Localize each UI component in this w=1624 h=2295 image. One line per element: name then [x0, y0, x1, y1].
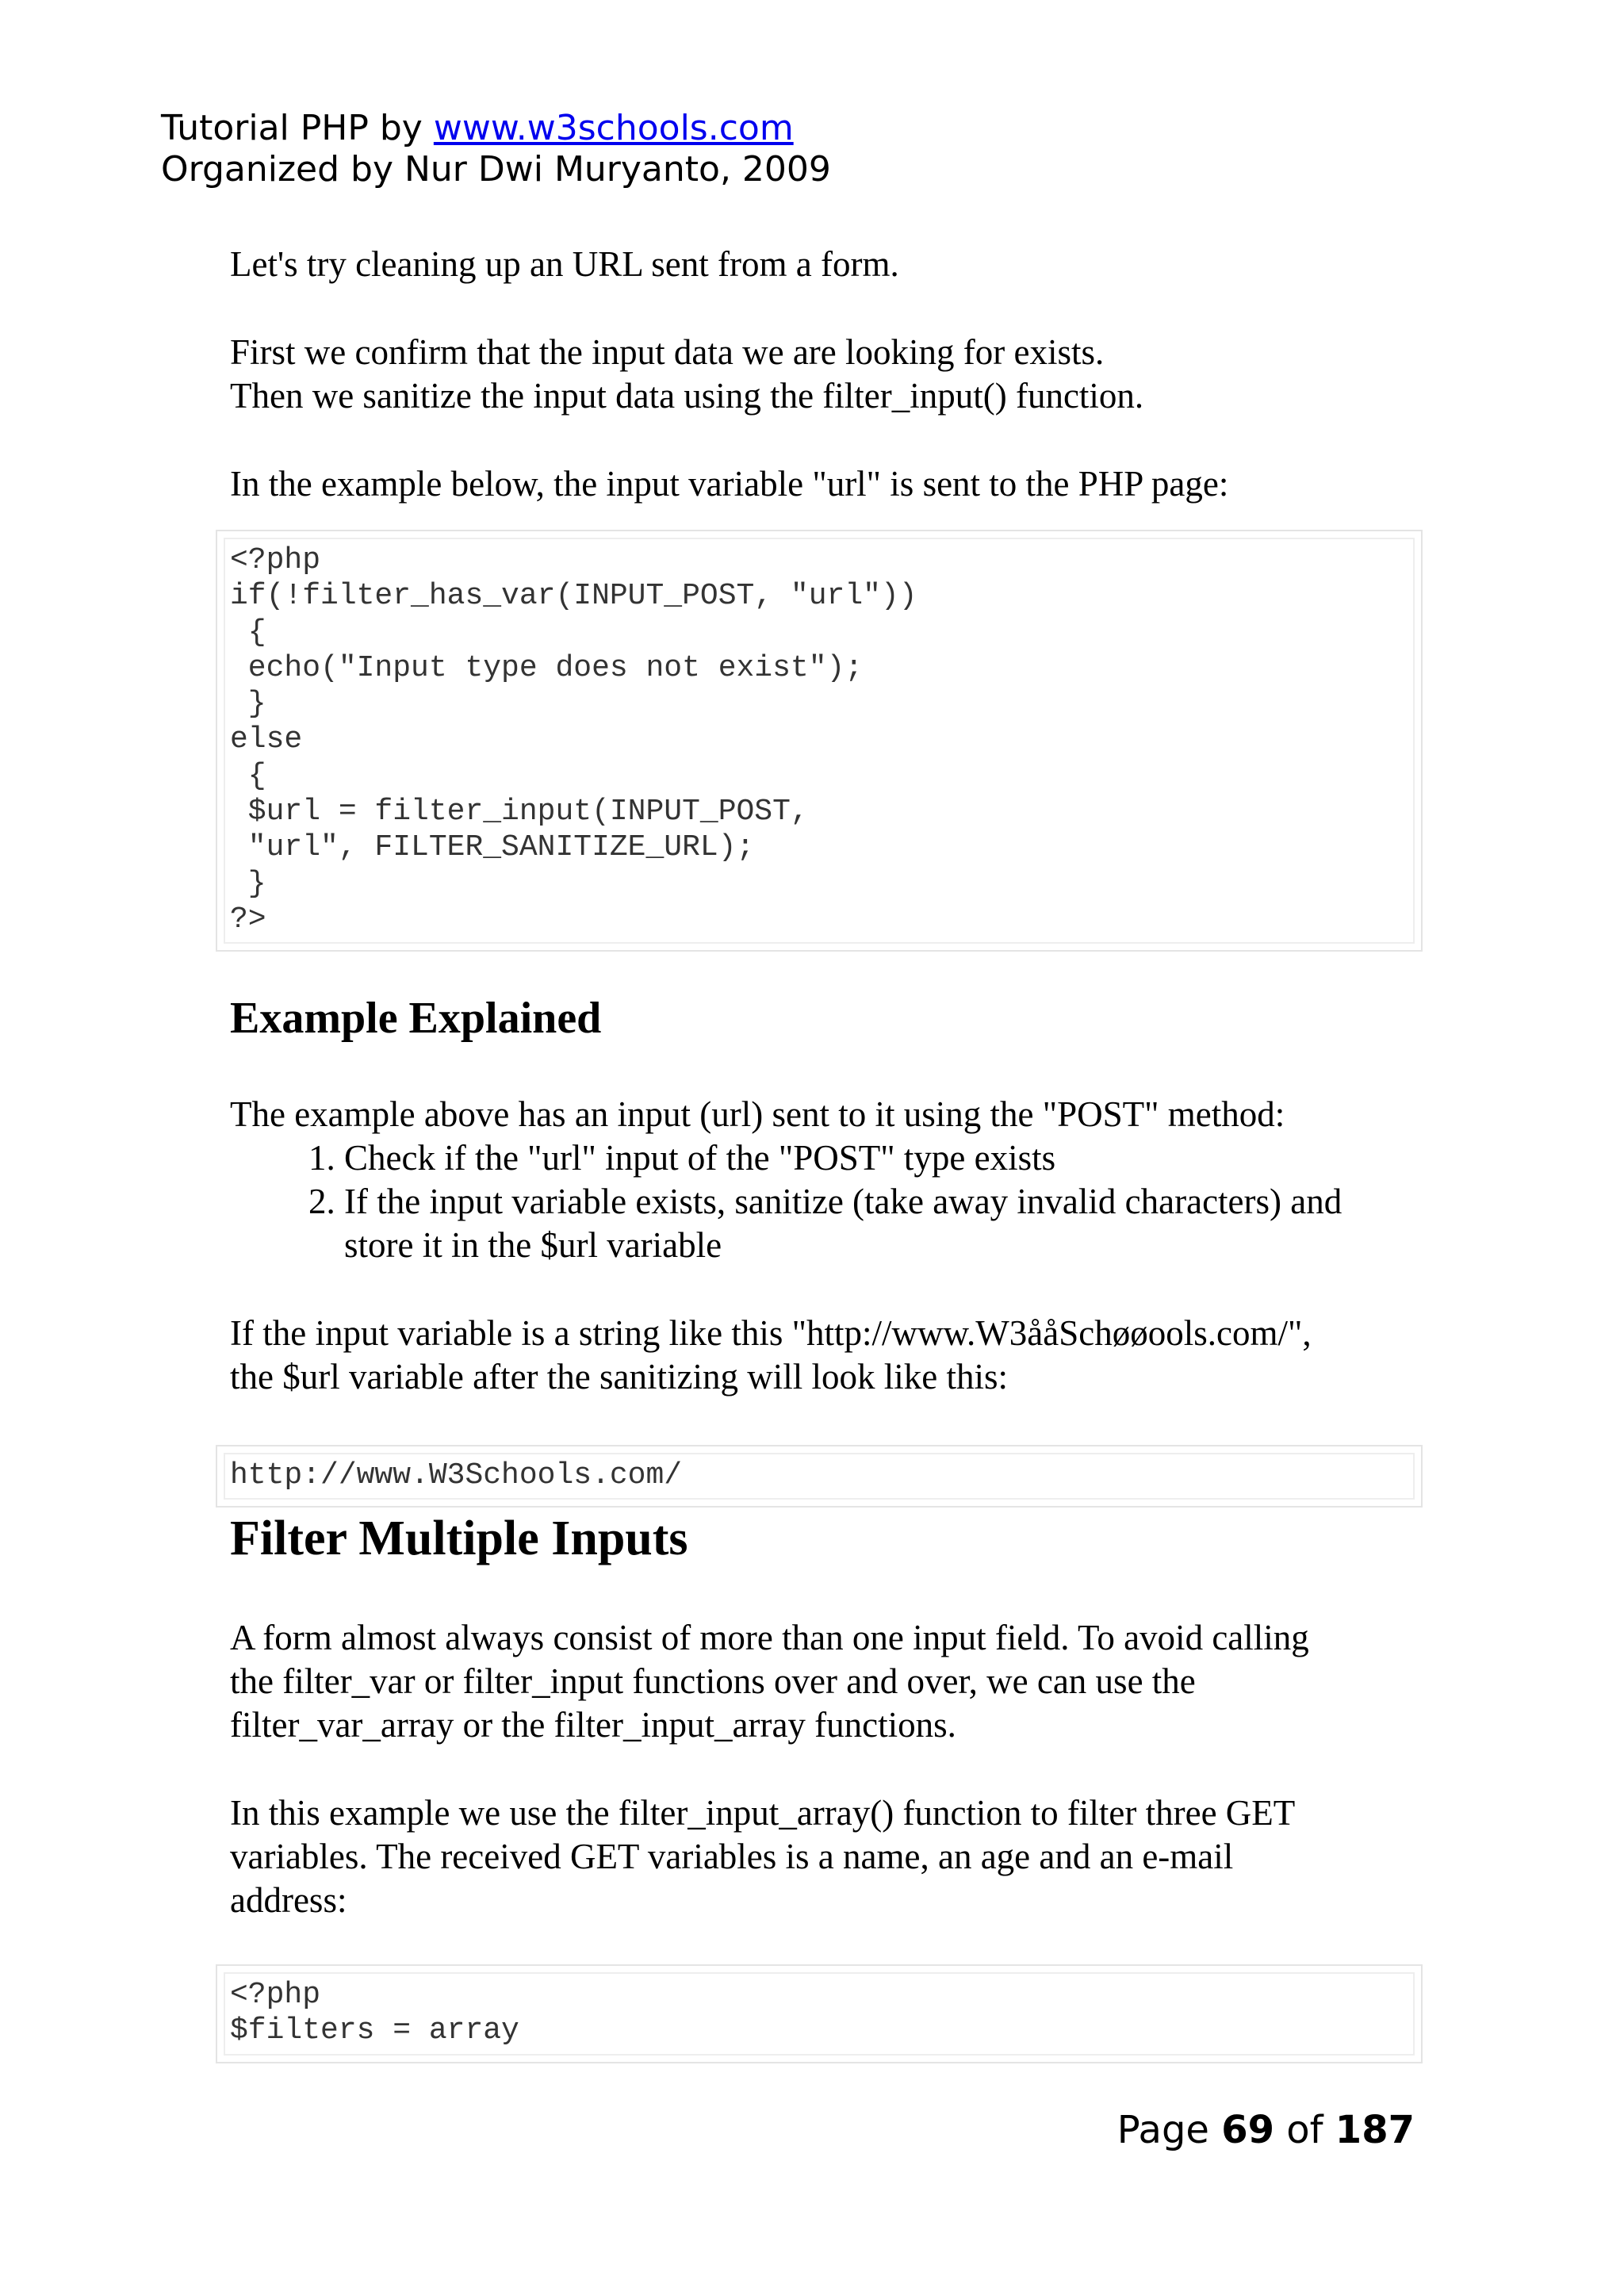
header-prefix: Tutorial PHP by: [161, 108, 434, 148]
section-1-paragraph-2-line-1: If the input variable is a string like this "http://www.W3ååSchøøools.com/",: [230, 1313, 1312, 1353]
w3schools-link[interactable]: www.w3schools.com: [433, 108, 794, 148]
section-2-body: [230, 1616, 1419, 1922]
section-2-paragraph-1-line-1: A form almost always consist of more than one input field. To avoid calling: [230, 1618, 1309, 1657]
section-2-paragraph-1-line-2: the filter_var or filter_input functions over and over, we can use the: [230, 1661, 1196, 1701]
intro-paragraph-2-line-2: Then we sanitize the input data using the filter_input() function.: [230, 376, 1144, 416]
code-example-1-text: <?php if(!filter_has_var(INPUT_POST, "url")) { echo("Input type does not exist"); } else { $url = filter_input(INPUT_POST, "url", FILTER_SANITIZE_URL); } ?>: [224, 538, 1415, 944]
code-example-3-text: <?php $filters = array: [224, 1972, 1415, 2056]
section-heading-filter-multiple-inputs: Filter Multiple Inputs: [230, 1511, 688, 1565]
intro-paragraph-1: Let's try cleaning up an URL sent from a form.: [230, 244, 899, 284]
section-2-paragraph-2-line-2: variables. The received GET variables is a name, an age and an e-mail: [230, 1837, 1234, 1876]
section-2-paragraph-2-line-3: address:: [230, 1880, 347, 1920]
section-2-paragraph-1-line-3: filter_var_array or the filter_input_array functions.: [230, 1705, 956, 1745]
intro-paragraph-2-line-1: First we confirm that the input data we are looking for exists.: [230, 332, 1105, 372]
intro-paragraph-3: In the example below, the input variable "url" is sent to the PHP page:: [230, 464, 1229, 504]
code-example-2: [216, 1445, 1423, 1508]
page-footer: [1117, 2106, 1415, 2154]
list-item: 1. Check if the "url" input of the "POST" type exists: [344, 1136, 1419, 1180]
section-heading-example-explained: Example Explained: [230, 994, 602, 1043]
section-1-paragraph-2-line-2: the $url variable after the sanitizing will look like this:: [230, 1357, 1008, 1397]
header-line-1: [161, 108, 831, 149]
section-1-body: [230, 1093, 1419, 1399]
of-label: of: [1286, 2108, 1323, 2152]
list-item: 2. If the input variable exists, sanitize (take away invalid characters) and store it in the $url variable: [344, 1180, 1419, 1267]
page-number: 69: [1221, 2108, 1274, 2152]
steps-list: [230, 1136, 1419, 1267]
code-example-1: [216, 530, 1423, 952]
code-example-2-text: http://www.W3Schools.com/: [224, 1453, 1415, 1500]
section-1-paragraph-1: The example above has an input (url) sent to it using the "POST" method:: [230, 1094, 1285, 1134]
intro-text: [230, 243, 1419, 506]
total-pages: 187: [1335, 2108, 1415, 2152]
section-2-paragraph-2-line-1: In this example we use the filter_input_array() function to filter three GET: [230, 1793, 1296, 1833]
header-line-2: Organized by Nur Dwi Muryanto, 2009: [161, 149, 831, 190]
code-example-3: [216, 1964, 1423, 2063]
page-label: Page: [1116, 2108, 1209, 2152]
page-header: [161, 108, 831, 190]
